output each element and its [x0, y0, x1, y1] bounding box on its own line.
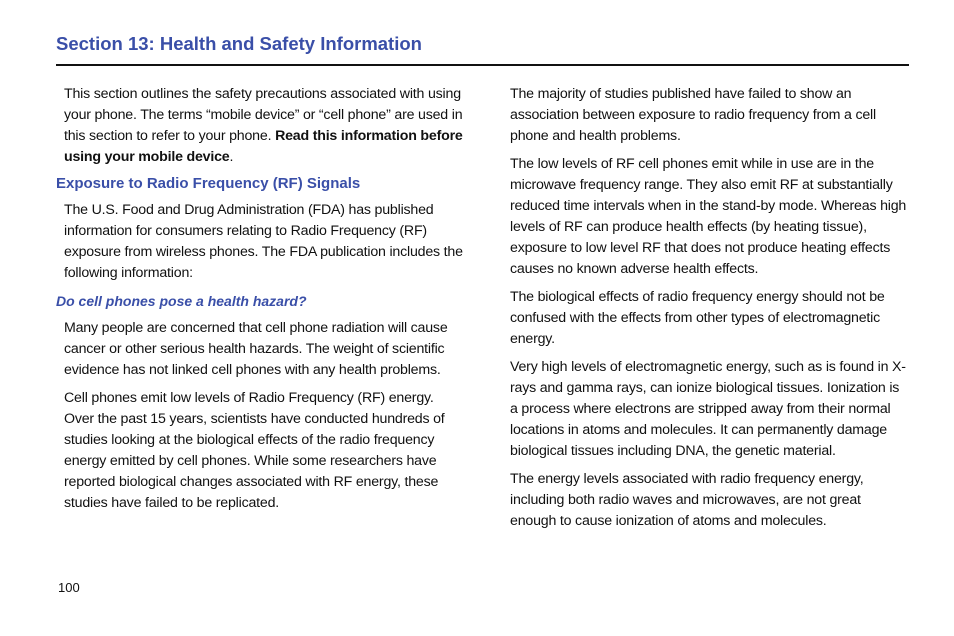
page-number: 100: [58, 580, 80, 595]
header-rule: [56, 64, 909, 66]
biological-effects-paragraph: The biological effects of radio frequency energy should not be confused with the effects from other types of electromagnetic energy.: [510, 289, 885, 347]
studies-paragraph: The majority of studies published have failed to show an association between exposure to radio frequency from a cell phone and health problems.: [510, 86, 876, 144]
heading-rf-exposure: Exposure to Radio Frequency (RF) Signals: [56, 175, 361, 192]
low-levels-paragraph: The low levels of RF cell phones emit while in use are in the microwave frequency range. They also emit RF at substantially reduced time intervals when in the stand-by mode. Whereas high levels of RF can produce health effects (by heating tissue), exposure to low level RF that does not produce heating effects causes no known adverse health effects.: [510, 156, 907, 277]
intro-paragraph: [56, 84, 466, 168]
heading-health-hazard: Do cell phones pose a health hazard?: [56, 293, 307, 309]
energy-levels-paragraph: The energy levels associated with radio frequency energy, including both radio waves and microwaves, are not great enough to cause ionization of atoms and molecules.: [510, 471, 864, 529]
intro-text: This section outlines the safety precautions associated with using your phone. The terms “mobile device” or “cell phone” are used in this section to refer to your phone.: [64, 86, 463, 144]
ionization-paragraph: Very high levels of electromagnetic energy, such as is found in X-rays and gamma rays, can ionize biological tissues. Ionization is a process where electrons are stripped away from their normal locations in atoms and molecules. It can permanently damage biological tissues including DNA, the genetic material.: [510, 359, 906, 459]
intro-end: .: [229, 149, 234, 165]
intro-bold-text: Read this information before using your mobile device: [64, 128, 463, 165]
right-column: [510, 84, 910, 539]
section-title: Section 13: Health and Safety Information: [56, 33, 422, 54]
fda-paragraph: The U.S. Food and Drug Administration (FDA) has published information for consumers relating to Radio Frequency (RF) exposure from wireless phones. The FDA publication includes the following information:: [64, 202, 463, 281]
emit-paragraph: Cell phones emit low levels of Radio Frequency (RF) energy. Over the past 15 years, scientists have conducted hundreds of studies looking at the biological effects of the radio frequency energy emitted by cell phones. While some researchers have reported biological changes associated with RF energy, these studies have failed to be replicated.: [64, 390, 445, 511]
left-column: [56, 84, 466, 521]
concern-paragraph: Many people are concerned that cell phone radiation will cause cancer or other serious health hazards. The weight of scientific evidence has not linked cell phones with any health problems.: [64, 320, 448, 378]
